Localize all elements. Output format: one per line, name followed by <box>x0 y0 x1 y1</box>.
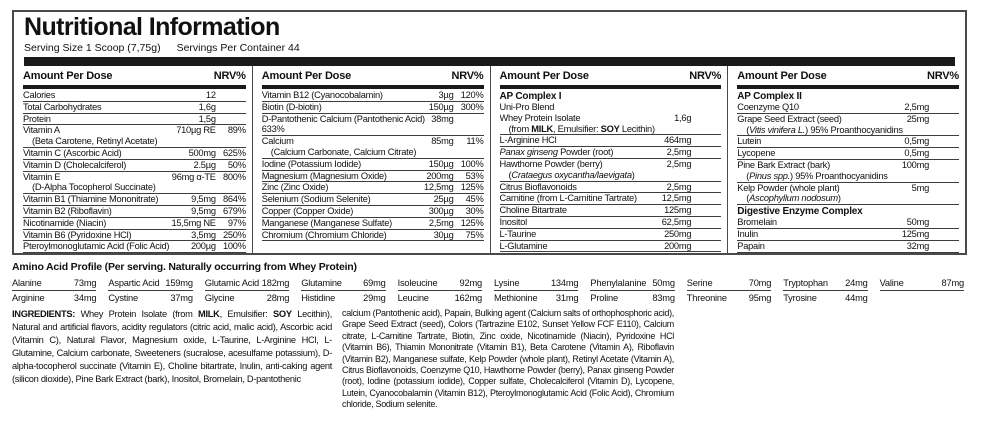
nutrient-name: Vitamin C (Ascorbic Acid) <box>23 147 122 158</box>
nutrient-nrv: 89% <box>227 125 246 136</box>
nutrient-amount: 0,5mg <box>904 136 929 147</box>
table-row <box>500 102 722 113</box>
table-row <box>500 229 722 241</box>
nutrient-name: Inulin <box>737 228 758 239</box>
nutrient-nrv: 120% <box>460 90 484 100</box>
table-row <box>23 125 246 148</box>
nutrient-nrv: 45% <box>465 194 484 205</box>
table-row <box>262 218 484 230</box>
amino-cell <box>205 278 289 291</box>
nutrient-name: Vitamin E <box>23 171 61 182</box>
amino-value: 95mg <box>748 292 772 303</box>
nutrient-nrv: 625% <box>222 147 246 158</box>
nutrient-subnote: (Crataegus oxycantha/laevigata) <box>508 169 635 180</box>
amino-value: 70mg <box>748 278 772 288</box>
nutrient-name: Pteroylmonoglutamic Acid (Folic Acid) <box>23 241 170 252</box>
nutrient-amount: 12,5mg <box>661 193 692 204</box>
table-row <box>23 241 246 253</box>
nutrient-nrv: 11% <box>466 136 484 147</box>
nutrient-amount: 2,5mg <box>666 147 692 158</box>
amino-name: Isoleucine <box>397 278 438 288</box>
nutrient-amount: 5mg <box>911 182 929 193</box>
nutrient-name: Lutein <box>737 136 762 147</box>
nutrient-name: Choline Bitartrate <box>499 205 567 216</box>
table-row <box>23 102 246 114</box>
column-header <box>23 66 246 85</box>
table-row <box>500 182 722 194</box>
table-row <box>262 182 484 194</box>
table-row <box>23 206 246 218</box>
table-row <box>737 102 959 114</box>
nutrient-name: Inositol <box>499 216 527 227</box>
table-row <box>23 90 246 102</box>
amino-value: 50mg <box>652 278 675 288</box>
nutrient-subnote: (Ascophyllum nodosum) <box>746 193 841 204</box>
table-row <box>262 159 484 171</box>
column-header-nrv: NRV% <box>451 70 484 82</box>
table-row <box>262 136 484 159</box>
amino-cell <box>783 278 867 291</box>
nutrient-amount: 150µg <box>428 158 454 169</box>
column-header-nrv: NRV% <box>926 70 959 82</box>
amino-value: 29mg <box>363 292 386 303</box>
table-row <box>23 218 246 230</box>
nutrient-name: L-Taurine <box>499 228 537 239</box>
table-row <box>500 135 722 147</box>
column-rows <box>23 89 246 253</box>
nutrient-amount: 100mg <box>901 159 929 170</box>
nutrient-amount: 0,5mg <box>904 148 929 159</box>
nutrient-name: Iodine (Potassium Iodide) <box>261 158 361 169</box>
table-row <box>23 230 246 242</box>
amino-cell <box>12 278 96 291</box>
column-header <box>262 66 484 85</box>
nutrient-name: Vitamin B6 (Pyridoxine HCl) <box>23 229 132 240</box>
table-row <box>737 241 959 253</box>
nutrient-name: Carnitine (from L-Carnitine Tartrate) <box>499 193 637 204</box>
nutrient-nrv: 300% <box>460 101 484 112</box>
table-row <box>23 194 246 206</box>
amino-cell <box>783 293 867 304</box>
nutrient-nrv: 800% <box>222 171 246 182</box>
table-row <box>23 148 246 160</box>
table-row <box>500 113 722 136</box>
nutrient-columns <box>14 66 965 253</box>
nutrient-name: Vitamin B2 (Riboflavin) <box>23 205 112 216</box>
table-row <box>737 136 959 148</box>
nutrient-name: Vitamin A <box>23 125 60 136</box>
nutrient-name: Copper (Copper Oxide) <box>261 205 354 216</box>
table-row <box>262 206 484 218</box>
amino-cell <box>301 278 385 291</box>
amino-name: Lysine <box>494 278 520 288</box>
amino-name: Alanine <box>12 278 42 288</box>
table-column <box>14 66 252 253</box>
amino-name: Arginine <box>12 292 45 303</box>
nutrient-subnote: (Vitis vinifera L.) 95% Proanthocyanidins <box>746 124 903 135</box>
amino-value: 24mg <box>845 278 868 288</box>
amino-name: Glutamine <box>301 278 342 288</box>
nutrient-amount: 30µg <box>433 229 454 240</box>
nutrient-name: Uni-Pro Blend <box>499 102 555 112</box>
nutrient-subnote: (from MILK, Emulsifier: SOY Lecithin) <box>508 123 655 134</box>
nutrient-subnote: (Calcium Carbonate, Calcium Citrate) <box>270 146 417 157</box>
nutrient-name: Lycopene <box>737 148 776 159</box>
nutrient-amount: 200mg <box>426 170 454 181</box>
nutrient-name: Magnesium (Magnesium Oxide) <box>261 170 387 181</box>
nutrient-amount: 200mg <box>664 240 692 251</box>
nutrient-name: Nicotinamide (Niacin) <box>23 217 107 228</box>
servings-per-container: Servings Per Container 44 <box>176 42 300 54</box>
amino-name: Tyrosine <box>783 292 817 303</box>
table-column <box>727 66 965 253</box>
nutrient-nrv: 125% <box>460 217 484 228</box>
column-header-amount: Amount Per Dose <box>261 70 352 82</box>
nutrient-amount: 2,5mg <box>666 181 692 192</box>
amino-cell <box>880 278 964 291</box>
nutrient-amount: 62,5mg <box>661 216 692 227</box>
nutrient-name: Panax ginseng Powder (root) <box>499 147 614 158</box>
nutrient-amount: 2,5mg <box>428 217 454 228</box>
column-header-amount: Amount Per Dose <box>23 70 113 82</box>
nutrient-name: Total Carbohydrates <box>23 101 102 112</box>
amino-value: 87mg <box>941 278 964 288</box>
column-rows <box>262 89 484 241</box>
table-row <box>23 172 246 195</box>
ingredients-col-2: calcium (Pantothenic acid), Papain, Bulking agent (Calcium salts of orthophosphoric acid), Grape Seed Extract (seed), Colors (Tartrazine E102, Sunset Yellow FCF E110), Calcium citrate, L-Carnitine Tartrate, Biotin, Zinc oxide, Nicotinamide (Niacin), Pyridoxine HCl (Vitamin B6), Thiamin Mononitrate (Vitamin B1), Beta Carotene (Vitamin A), Riboflavin (Vitamin B2), Manganese sulfate, Kelp Powder (whole plant), Retinyl Acetate (Vitamin A), Citrus Bioflavonoids, Coenzyme Q10, Hawthorne Powder (berry), Panax ginseng Powder (root), Iodine (potassium iodide), Copper sulfate, Cholecalciferol (Vitamin D), Lycopene, Lutein, Cyanocobalamin (Vitamin B12), Pteroylmonoglutamic Acid (Folic Acid), Chromium chloride, Sodium selenite. <box>342 308 674 410</box>
nutrient-name: Chromium (Chromium Chloride) <box>261 229 387 240</box>
section-header: Digestive Enzyme Complex <box>737 206 863 218</box>
amino-cell <box>687 278 771 291</box>
amino-cell <box>301 293 385 304</box>
nutrient-name: Vitamin B1 (Thiamine Mononitrate) <box>23 194 159 205</box>
nutrient-amount: 25µg <box>433 194 454 205</box>
nutrient-amount: 38mg <box>431 113 454 124</box>
nutrient-nrv: 679% <box>222 205 246 216</box>
amino-value: 31mg <box>555 292 579 303</box>
amino-cell <box>494 278 578 291</box>
amino-row-1 <box>12 278 964 291</box>
table-row <box>500 159 722 182</box>
nutrient-amount: 300µg <box>428 205 454 216</box>
nutrient-name: Coenzyme Q10 <box>737 102 799 112</box>
nutrient-amount: 710µg RE <box>176 125 216 136</box>
nutrient-subnote: (Beta Carotene, Retinyl Acetate) <box>32 136 158 147</box>
nutrient-name: Pine Bark Extract (bark) <box>737 159 830 170</box>
nutrient-nrv: 125% <box>460 182 484 193</box>
table-row <box>737 160 959 183</box>
table-row <box>500 147 722 159</box>
column-rows <box>500 89 722 252</box>
nutrient-amount: 250mg <box>664 228 692 239</box>
amino-acid-profile <box>12 261 964 303</box>
nutrient-name: Manganese (Manganese Sulfate) <box>261 217 392 228</box>
nutrient-nrv: 100% <box>460 158 484 169</box>
nutrient-amount: 32mg <box>906 240 929 251</box>
table-row <box>737 114 959 137</box>
amino-value: 34mg <box>73 292 97 303</box>
nutrient-amount: 15,5mg NE <box>171 217 216 228</box>
amino-cell <box>12 293 96 304</box>
nutrient-nrv: 75% <box>465 229 484 240</box>
amino-name: Aspartic Acid <box>108 278 160 288</box>
table-row <box>500 193 722 205</box>
column-header-amount: Amount Per Dose <box>499 70 589 82</box>
nutrient-name: D-Pantothenic Calcium (Pantothenic Acid) <box>261 113 425 124</box>
nutrient-amount: 2.5µg <box>193 159 216 170</box>
table-row <box>262 102 484 114</box>
serving-size: Serving Size 1 Scoop (7,75g) <box>24 42 161 54</box>
table-row <box>23 114 246 126</box>
nutrient-amount: 500mg <box>188 147 216 158</box>
amino-name: Valine <box>879 278 904 288</box>
nutrient-amount: 12,5mg <box>423 182 454 193</box>
amino-cell <box>108 293 192 304</box>
column-header <box>737 66 959 85</box>
nutrient-nrv: 100% <box>222 241 246 252</box>
amino-value: 69mg <box>363 278 386 288</box>
amino-cell-empty <box>880 293 964 304</box>
nutrient-name: Biotin (D-biotin) <box>261 101 322 112</box>
nutrient-nrv: 97% <box>227 217 246 228</box>
nutrient-amount: 12 <box>205 90 216 100</box>
nutrient-amount: 150µg <box>428 101 454 112</box>
table-row <box>737 183 959 206</box>
amino-name: Glycine <box>204 292 235 303</box>
amino-cell <box>590 293 674 304</box>
nutrient-nrv: 250% <box>222 229 246 240</box>
column-header-nrv: NRV% <box>213 70 246 82</box>
nutrient-subnote: 633% <box>261 124 285 135</box>
amino-row-2 <box>12 293 964 304</box>
amino-cell <box>205 293 289 304</box>
amino-cell <box>687 293 771 304</box>
table-row <box>737 148 959 160</box>
nutrient-amount: 9,5mg <box>191 205 216 216</box>
column-header-amount: Amount Per Dose <box>737 70 827 82</box>
ingredients-section <box>12 308 674 411</box>
nutrient-nrv: 864% <box>222 194 246 205</box>
nutrient-amount: 85mg <box>431 136 454 147</box>
nutrient-subnote: (Pinus spp.) 95% Proanthocyanidins <box>746 170 888 181</box>
table-row <box>262 194 484 206</box>
amino-cell <box>398 293 482 304</box>
nutrient-nrv: 30% <box>465 205 484 216</box>
table-row <box>23 160 246 172</box>
amino-value: 37mg <box>170 292 193 303</box>
amino-cell <box>108 278 192 291</box>
nutrient-amount: 3,5mg <box>191 229 216 240</box>
amino-cell <box>590 278 674 291</box>
nutrient-name: Bromelain <box>737 217 777 228</box>
amino-value: 134mg <box>550 278 579 288</box>
amino-value: 28mg <box>266 292 290 303</box>
nutrient-name: Grape Seed Extract (seed) <box>737 113 842 124</box>
nutrient-amount: 125mg <box>901 228 929 239</box>
amino-name: Cystine <box>108 292 138 303</box>
serving-info <box>24 42 955 54</box>
nutrient-amount: 50mg <box>906 217 929 228</box>
amino-name: Proline <box>590 292 618 303</box>
section-header: AP Complex II <box>737 91 802 102</box>
nutrient-name: Whey Protein Isolate <box>499 112 581 123</box>
nutrient-amount: 25mg <box>906 113 929 124</box>
amino-name: Tryptophan <box>783 278 828 288</box>
nutrient-nrv: 50% <box>227 159 246 170</box>
nutrient-amount: 1,6g <box>198 101 216 112</box>
page-title: Nutritional Information <box>24 13 280 41</box>
nutrient-amount: 200µg <box>190 241 216 252</box>
table-row <box>500 205 722 217</box>
nutrient-amount: 2,5mg <box>666 158 692 169</box>
nutrient-amount: 1,6g <box>674 112 692 123</box>
ingredients-col-1: INGREDIENTS: Whey Protein Isolate (from MILK, Emulsifier: SOY Lecithin), Natural and artificial flavors, acidity regulators (citric acid, malic acid), Ascorbic acid (Vitamin C), Natural Flavor, Magnesium oxide, L-Taurine, L-Arginine HCl, L-Glutamine, Calcium carbonate, Sweeteners (sucralose, acesulfame potassium), D-alpha-tocopherol succinate (Vitamin E), Choline bitartrate, Inulin, anti-caking agent (silicon dioxide), Pine Bark Extract (bark), Inositol, Bromelain, D-pantothenic <box>12 309 332 384</box>
table-row <box>262 230 484 242</box>
nutrient-amount: 1,5g <box>198 113 216 124</box>
nutrient-name: Citrus Bioflavonoids <box>499 181 577 192</box>
nutrient-name: Vitamin B12 (Cyanocobalamin) <box>261 90 383 100</box>
amino-value: 159mg <box>165 278 193 288</box>
nutrient-nrv: 53% <box>465 170 484 181</box>
column-header <box>500 66 722 85</box>
nutrient-name: Selenium (Sodium Selenite) <box>261 194 371 205</box>
amino-name: Phenylalanine <box>590 278 647 288</box>
amino-value: 162mg <box>454 292 482 303</box>
table-row <box>500 217 722 229</box>
amino-name: Serine <box>686 278 713 288</box>
amino-value: 83mg <box>652 292 675 303</box>
nutrient-amount: 3µg <box>438 90 454 100</box>
nutrient-name: Hawthorne Powder (berry) <box>499 158 603 169</box>
amino-value: 182mg <box>261 278 290 288</box>
column-header-nrv: NRV% <box>689 70 722 82</box>
table-row <box>737 217 959 229</box>
amino-cell <box>494 293 578 304</box>
nutrient-name: Calories <box>23 90 56 100</box>
amino-name: Leucine <box>397 292 429 303</box>
amino-name: Glutamic Acid <box>204 278 260 288</box>
nutrient-name: Zinc (Zinc Oxide) <box>261 182 329 193</box>
amino-value: 44mg <box>845 292 868 303</box>
section-header: AP Complex I <box>499 91 562 102</box>
nutrient-name: Papain <box>737 240 765 251</box>
table-row <box>262 114 484 137</box>
table-column <box>252 66 490 253</box>
amino-acid-title: Amino Acid Profile (Per serving. Naturally occurring from Whey Protein) <box>12 261 357 273</box>
nutrient-amount: 96mg α-TE <box>171 171 216 182</box>
amino-name: Histidine <box>301 292 336 303</box>
nutrient-name: L-Glutamine <box>499 240 548 251</box>
nutrient-amount: 9,5mg <box>191 194 216 205</box>
amino-value: 92mg <box>459 278 482 288</box>
nutrient-name: Kelp Powder (whole plant) <box>737 182 840 193</box>
nutrient-subnote: (D-Alpha Tocopherol Succinate) <box>32 182 156 193</box>
table-row <box>262 90 484 102</box>
table-row <box>500 241 722 253</box>
title-divider-bar <box>24 57 955 66</box>
table-column <box>490 66 728 253</box>
amino-cell <box>398 278 482 291</box>
amino-value: 73mg <box>73 278 97 288</box>
nutrient-name: Protein <box>23 113 51 124</box>
table-row <box>262 171 484 183</box>
nutrient-amount: 2,5mg <box>904 102 929 112</box>
amino-name: Methionine <box>494 292 538 303</box>
nutrient-amount: 464mg <box>664 135 692 146</box>
column-rows <box>737 89 959 253</box>
table-row <box>737 229 959 241</box>
nutrient-amount: 125mg <box>664 205 692 216</box>
nutrient-name: Vitamin D (Cholecalciferol) <box>23 159 127 170</box>
amino-name: Threonine <box>686 292 727 303</box>
nutrient-name: L-Arginine HCl <box>499 135 557 146</box>
nutrient-name: Calcium <box>261 136 294 147</box>
nutrition-panel <box>12 10 967 255</box>
